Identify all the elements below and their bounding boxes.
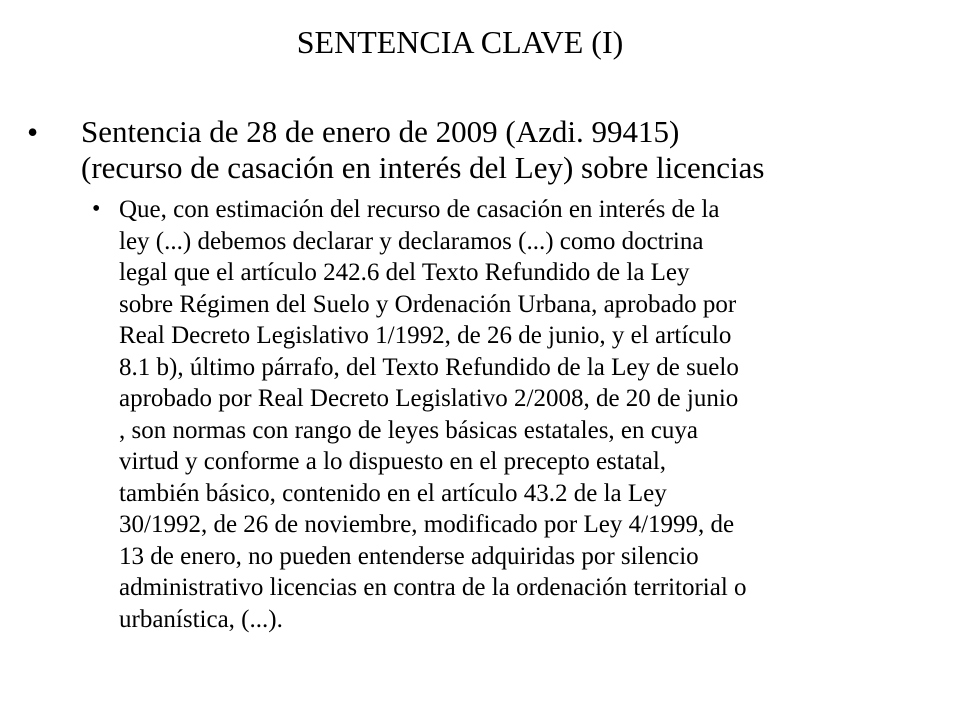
text-line: también básico, contenido en el artículo 43.2 de la Ley	[119, 479, 667, 507]
text-line: Real Decreto Legislativo 1/1992, de 26 de junio, y el artículo	[119, 322, 732, 349]
text-line: urbanística, (...).	[119, 605, 283, 633]
text-line: (recurso de casación en interés del Ley) sobre licencias	[81, 150, 765, 185]
text-line: aprobado por Real Decreto Legislativo 2/2008, de 20 de junio	[119, 385, 739, 412]
text-line: 8.1 b), último párrafo, del Texto Refundido de la Ley de suelo	[119, 353, 739, 381]
slide-title: SENTENCIA CLAVE (I)	[296, 24, 624, 60]
text-line: legal que el artículo 242.6 del Texto Refundido de la Ley	[119, 259, 690, 286]
bullet-item-text	[81, 114, 921, 186]
bullet-icon: •	[27, 114, 39, 150]
sub-bullet-text	[119, 194, 939, 635]
text-line: , son normas con rango de leyes básicas estatales, en cuya	[119, 416, 698, 444]
text-line: administrativo licencias en contra de la ordenación territorial o	[119, 574, 747, 601]
text-line: virtud y conforme a lo dispuesto en el precepto estatal,	[119, 448, 667, 475]
text-line: Sentencia de 28 de enero de 2009 (Azdi. 99415)	[81, 114, 680, 149]
text-line: Que, con estimación del recurso de casación en interés de la	[119, 196, 720, 223]
text-line: 13 de enero, no pueden entenderse adquiridas por silencio	[119, 542, 699, 570]
text-line: ley (...) debemos declarar y declaramos (...) como doctrina	[119, 227, 704, 255]
text-line: 30/1992, de 26 de noviembre, modificado por Ley 4/1999, de	[119, 511, 735, 538]
sub-bullet-icon: •	[92, 196, 101, 222]
text-line: sobre Régimen del Suelo y Ordenación Urbana, aprobado por	[119, 290, 737, 318]
